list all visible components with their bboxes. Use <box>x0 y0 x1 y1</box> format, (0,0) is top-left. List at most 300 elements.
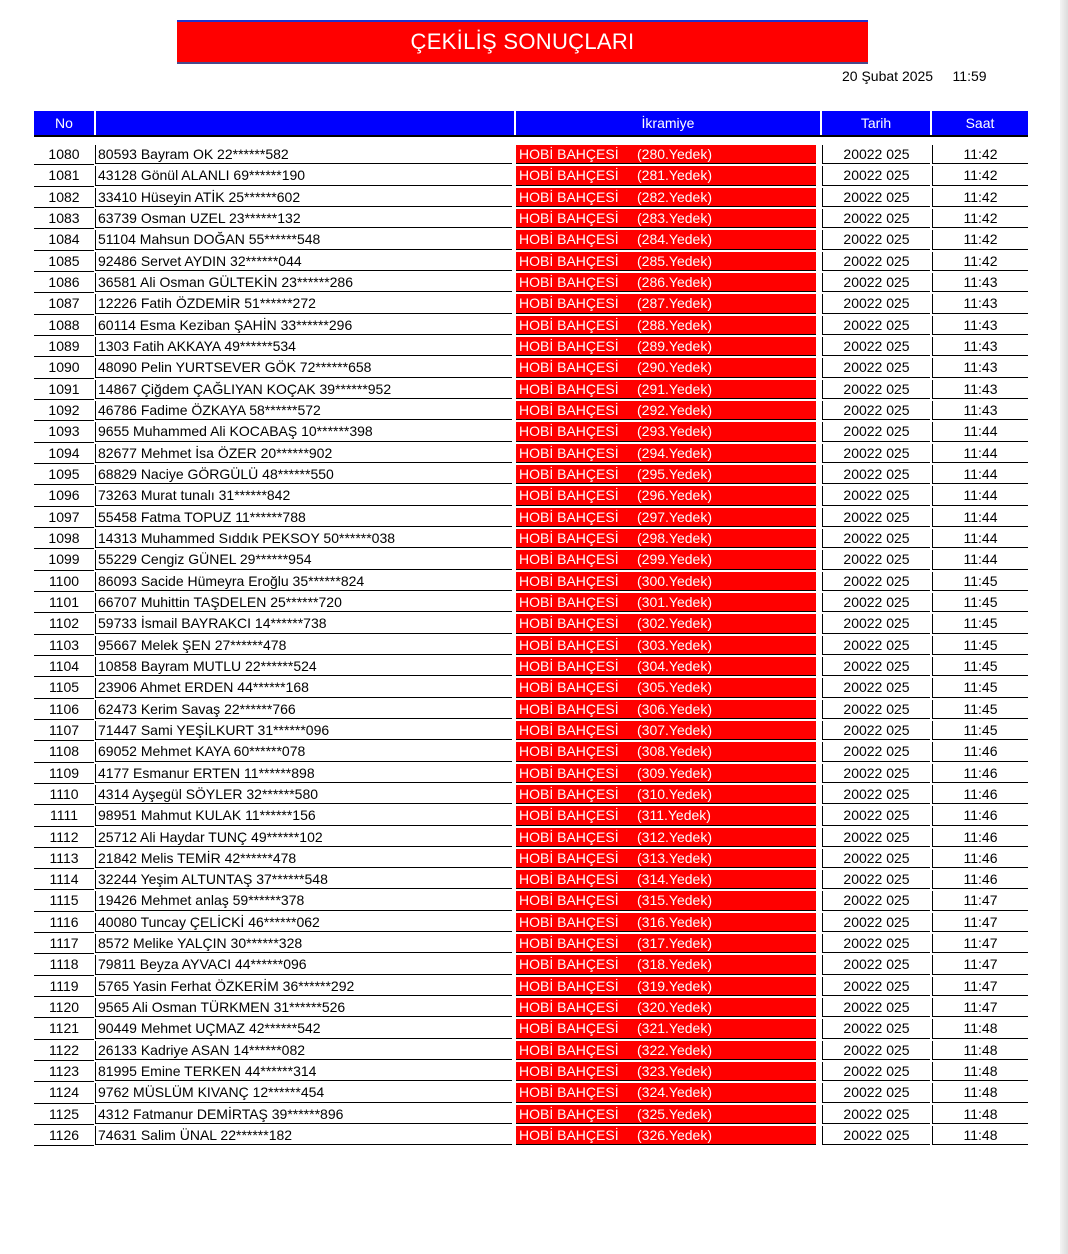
draw-date: 20022 025 <box>822 934 930 953</box>
prize-cell <box>516 934 816 953</box>
table-row <box>34 294 1028 315</box>
draw-time: 11:44 <box>932 422 1028 441</box>
row-number: 1084 <box>34 230 94 250</box>
row-number: 1086 <box>34 273 94 293</box>
reserve-rank: (313.Yedek) <box>637 849 712 866</box>
table-row <box>34 1062 1028 1083</box>
row-number: 1110 <box>34 785 94 805</box>
reserve-rank: (289.Yedek) <box>637 337 712 354</box>
row-number: 1100 <box>34 572 94 592</box>
draw-time: 11:46 <box>932 806 1028 825</box>
prize-name: HOBİ BAHÇESİ <box>519 146 619 162</box>
reserve-rank: (297.Yedek) <box>637 508 712 525</box>
prize-cell <box>516 550 816 569</box>
draw-date: 20022 025 <box>822 486 930 505</box>
row-number: 1093 <box>34 422 94 442</box>
row-number: 1106 <box>34 700 94 720</box>
participant-name: 33410 Hüseyin ATİK 25******602 <box>95 188 512 207</box>
reserve-rank: (291.Yedek) <box>637 380 712 397</box>
draw-time: 11:45 <box>932 572 1028 591</box>
reserve-rank: (288.Yedek) <box>637 316 712 333</box>
header-time: Saat <box>965 115 995 131</box>
draw-date: 20022 025 <box>822 806 930 825</box>
prize-name: HOBİ BAHÇESİ <box>519 700 619 717</box>
participant-name: 1303 Fatih AKKAYA 49******534 <box>95 337 512 356</box>
draw-time: 11:43 <box>932 316 1028 335</box>
header-no: No <box>55 115 73 131</box>
row-number: 1118 <box>34 955 94 975</box>
row-number: 1082 <box>34 188 94 208</box>
draw-date: 20022 025 <box>822 508 930 527</box>
reserve-rank: (296.Yedek) <box>637 487 712 504</box>
participant-name: 4314 Ayşegül SÖYLER 32******580 <box>95 785 512 804</box>
row-number: 1095 <box>34 465 94 485</box>
row-number: 1105 <box>34 678 94 698</box>
row-number: 1123 <box>34 1062 94 1082</box>
reserve-rank: (290.Yedek) <box>637 359 712 376</box>
row-number: 1103 <box>34 636 94 656</box>
table-row <box>34 273 1028 294</box>
row-number: 1108 <box>34 742 94 762</box>
draw-date: 20022 025 <box>822 294 930 313</box>
draw-time: 11:42 <box>932 166 1028 185</box>
row-number: 1098 <box>34 529 94 549</box>
table-row <box>34 401 1028 422</box>
participant-name: 68829 Naciye GÖRGÜLÜ 48******550 <box>95 465 512 484</box>
prize-cell <box>516 358 816 377</box>
prize-cell <box>516 380 816 399</box>
prize-cell <box>516 465 816 484</box>
row-number: 1089 <box>34 337 94 357</box>
results-table <box>34 145 1028 1147</box>
prize-name: HOBİ BAHÇESİ <box>519 849 619 866</box>
reserve-rank: (326.Yedek) <box>637 1127 712 1144</box>
table-row <box>34 337 1028 358</box>
row-number: 1111 <box>34 806 94 826</box>
prize-cell <box>516 955 816 974</box>
reserve-rank: (324.Yedek) <box>637 1084 712 1101</box>
prize-cell <box>516 422 816 441</box>
participant-name: 51104 Mahsun DOĞAN 55******548 <box>95 230 512 249</box>
row-number: 1096 <box>34 486 94 506</box>
row-number: 1097 <box>34 508 94 528</box>
draw-date: 20022 025 <box>822 1126 930 1145</box>
table-row <box>34 380 1028 401</box>
row-number: 1124 <box>34 1083 94 1103</box>
draw-time: 11:43 <box>932 358 1028 377</box>
prize-name: HOBİ BAHÇESİ <box>519 167 619 184</box>
table-row <box>34 977 1028 998</box>
participant-name: 60114 Esma Keziban ŞAHİN 33******296 <box>95 316 512 335</box>
row-number: 1113 <box>34 849 94 869</box>
participant-name: 8572 Melike YALÇIN 30******328 <box>95 934 512 953</box>
participant-name: 86093 Sacide Hümeyra Eroğlu 35******824 <box>95 572 512 591</box>
draw-time: 11:45 <box>932 678 1028 697</box>
table-row <box>34 657 1028 678</box>
draw-date: 20022 025 <box>822 166 930 185</box>
participant-name: 90449 Mehmet UÇMAZ 42******542 <box>95 1019 512 1038</box>
table-row <box>34 230 1028 251</box>
prize-name: HOBİ BAHÇESİ <box>519 657 619 674</box>
draw-date: 20022 025 <box>822 721 930 740</box>
participant-name: 62473 Kerim Savaş 22******766 <box>95 700 512 719</box>
prize-name: HOBİ BAHÇESİ <box>519 359 619 376</box>
prize-name: HOBİ BAHÇESİ <box>519 188 619 205</box>
prize-cell <box>516 657 816 676</box>
row-number: 1091 <box>34 380 94 400</box>
prize-cell <box>516 188 816 207</box>
prize-name: HOBİ BAHÇESİ <box>519 380 619 397</box>
prize-name: HOBİ BAHÇESİ <box>519 1020 619 1037</box>
participant-name: 14313 Muhammed Sıddık PEKSOY 50******038 <box>95 529 512 548</box>
draw-date: 20022 025 <box>822 273 930 292</box>
row-number: 1083 <box>34 209 94 229</box>
draw-date: 20022 025 <box>822 572 930 591</box>
row-number: 1114 <box>34 870 94 890</box>
draw-time: 11:48 <box>932 1105 1028 1124</box>
row-number: 1112 <box>34 828 94 848</box>
draw-date: 20022 025 <box>822 828 930 847</box>
participant-name: 14867 Çiğdem ÇAĞLIYAN KOÇAK 39******952 <box>95 380 512 399</box>
row-number: 1102 <box>34 614 94 634</box>
draw-date: 20022 025 <box>822 465 930 484</box>
row-number: 1101 <box>34 593 94 613</box>
draw-time: 11:43 <box>932 337 1028 356</box>
draw-time: 11:47 <box>932 913 1028 932</box>
draw-time: 11:43 <box>932 294 1028 313</box>
table-row <box>34 422 1028 443</box>
row-number: 1121 <box>34 1019 94 1039</box>
reserve-rank: (303.Yedek) <box>637 636 712 653</box>
reserve-rank: (295.Yedek) <box>637 465 712 482</box>
participant-name: 69052 Mehmet KAYA 60******078 <box>95 742 512 761</box>
draw-time: 11:44 <box>932 508 1028 527</box>
draw-date: 20022 025 <box>822 742 930 761</box>
prize-name: HOBİ BAHÇESİ <box>519 721 619 738</box>
prize-cell <box>516 273 816 292</box>
prize-name: HOBİ BAHÇESİ <box>519 423 619 440</box>
prize-name: HOBİ BAHÇESİ <box>519 444 619 461</box>
prize-cell <box>516 700 816 719</box>
reserve-rank: (323.Yedek) <box>637 1063 712 1080</box>
participant-name: 71447 Sami YEŞİLKURT 31******096 <box>95 721 512 740</box>
reserve-rank: (320.Yedek) <box>637 999 712 1016</box>
prize-cell <box>516 764 816 783</box>
prize-cell <box>516 870 816 889</box>
reserve-rank: (299.Yedek) <box>637 551 712 568</box>
table-row <box>34 572 1028 593</box>
draw-date: 20022 025 <box>822 998 930 1017</box>
prize-name: HOBİ BAHÇESİ <box>519 1084 619 1101</box>
table-row <box>34 785 1028 806</box>
draw-time: 11:48 <box>932 1083 1028 1102</box>
reserve-rank: (281.Yedek) <box>637 167 712 184</box>
draw-date: 20022 025 <box>822 913 930 932</box>
prize-name: HOBİ BAHÇESİ <box>519 935 619 952</box>
header-date: Tarih <box>860 115 892 131</box>
table-row <box>34 209 1028 230</box>
row-number: 1117 <box>34 934 94 954</box>
reserve-rank: (300.Yedek) <box>637 572 712 589</box>
prize-name: HOBİ BAHÇESİ <box>519 913 619 930</box>
participant-name: 4312 Fatmanur DEMİRTAŞ 39******896 <box>95 1105 512 1124</box>
reserve-rank: (317.Yedek) <box>637 935 712 952</box>
print-date: 20 Şubat 2025 11:59 <box>842 68 987 84</box>
reserve-rank: (310.Yedek) <box>637 785 712 802</box>
reserve-rank: (307.Yedek) <box>637 721 712 738</box>
participant-name: 19426 Mehmet anlaş 59******378 <box>95 891 512 910</box>
table-header <box>34 111 1028 137</box>
draw-date: 20022 025 <box>822 870 930 889</box>
table-row <box>34 444 1028 465</box>
draw-time: 11:48 <box>932 1019 1028 1038</box>
participant-name: 92486 Servet AYDIN 32******044 <box>95 252 512 271</box>
reserve-rank: (308.Yedek) <box>637 743 712 760</box>
reserve-rank: (284.Yedek) <box>637 231 712 248</box>
prize-cell <box>516 806 816 825</box>
participant-name: 95667 Melek ŞEN 27******478 <box>95 636 512 655</box>
draw-time: 11:47 <box>932 934 1028 953</box>
participant-name: 63739 Osman UZEL 23******132 <box>95 209 512 228</box>
row-number: 1115 <box>34 891 94 911</box>
draw-time: 11:45 <box>932 636 1028 655</box>
prize-name: HOBİ BAHÇESİ <box>519 465 619 482</box>
row-number: 1120 <box>34 998 94 1018</box>
reserve-rank: (301.Yedek) <box>637 593 712 610</box>
participant-name: 73263 Murat tunalı 31******842 <box>95 486 512 505</box>
prize-cell <box>516 294 816 313</box>
participant-name: 98951 Mahmut KULAK 11******156 <box>95 806 512 825</box>
draw-time: 11:44 <box>932 444 1028 463</box>
participant-name: 9655 Muhammed Ali KOCABAŞ 10******398 <box>95 422 512 441</box>
prize-cell <box>516 486 816 505</box>
prize-cell <box>516 1019 816 1038</box>
row-number: 1081 <box>34 166 94 186</box>
participant-name: 25712 Ali Haydar TUNÇ 49******102 <box>95 828 512 847</box>
prize-cell <box>516 636 816 655</box>
table-row <box>34 1126 1028 1147</box>
prize-cell <box>516 1041 816 1060</box>
draw-date: 20022 025 <box>822 444 930 463</box>
prize-name: HOBİ BAHÇESİ <box>519 785 619 802</box>
draw-time: 11:46 <box>932 849 1028 868</box>
draw-time: 11:42 <box>932 209 1028 228</box>
page-title: ÇEKİLİŞ SONUÇLARI <box>177 20 868 64</box>
participant-name: 59733 İsmail BAYRAKCI 14******738 <box>95 614 512 633</box>
draw-date: 20022 025 <box>822 955 930 974</box>
draw-time: 11:45 <box>932 700 1028 719</box>
prize-name: HOBİ BAHÇESİ <box>519 807 619 824</box>
participant-name: 4177 Esmanur ERTEN 11******898 <box>95 764 512 783</box>
reserve-rank: (322.Yedek) <box>637 1041 712 1058</box>
table-row <box>34 742 1028 763</box>
prize-cell <box>516 742 816 761</box>
table-row <box>34 913 1028 934</box>
reserve-rank: (298.Yedek) <box>637 529 712 546</box>
draw-time: 11:44 <box>932 486 1028 505</box>
header-prize: İkramiye <box>641 115 695 131</box>
draw-time: 11:46 <box>932 828 1028 847</box>
prize-name: HOBİ BAHÇESİ <box>519 508 619 525</box>
participant-name: 5765 Yasin Ferhat ÖZKERİM 36******292 <box>95 977 512 996</box>
participant-name: 21842 Melis TEMİR 42******478 <box>95 849 512 868</box>
prize-name: HOBİ BAHÇESİ <box>519 209 619 226</box>
reserve-rank: (306.Yedek) <box>637 700 712 717</box>
table-row <box>34 955 1028 976</box>
prize-cell <box>516 252 816 271</box>
table-row <box>34 806 1028 827</box>
prize-name: HOBİ BAHÇESİ <box>519 764 619 781</box>
prize-cell <box>516 508 816 527</box>
draw-time: 11:44 <box>932 529 1028 548</box>
participant-name: 12226 Fatih ÖZDEMİR 51******272 <box>95 294 512 313</box>
table-row <box>34 550 1028 571</box>
prize-cell <box>516 1105 816 1124</box>
table-row <box>34 891 1028 912</box>
reserve-rank: (305.Yedek) <box>637 679 712 696</box>
draw-time: 11:44 <box>932 465 1028 484</box>
draw-date: 20022 025 <box>822 764 930 783</box>
draw-time: 11:43 <box>932 401 1028 420</box>
table-row <box>34 934 1028 955</box>
row-number: 1087 <box>34 294 94 314</box>
participant-name: 10858 Bayram MUTLU 22******524 <box>95 657 512 676</box>
row-number: 1122 <box>34 1041 94 1061</box>
draw-time: 11:46 <box>932 764 1028 783</box>
draw-date: 20022 025 <box>822 891 930 910</box>
table-row <box>34 678 1028 699</box>
draw-date: 20022 025 <box>822 1105 930 1124</box>
reserve-rank: (304.Yedek) <box>637 657 712 674</box>
prize-name: HOBİ BAHÇESİ <box>519 231 619 248</box>
prize-cell <box>516 913 816 932</box>
row-number: 1092 <box>34 401 94 421</box>
draw-time: 11:42 <box>932 230 1028 249</box>
table-row <box>34 764 1028 785</box>
reserve-rank: (325.Yedek) <box>637 1105 712 1122</box>
draw-date: 20022 025 <box>822 337 930 356</box>
table-row <box>34 1019 1028 1040</box>
prize-cell <box>516 614 816 633</box>
reserve-rank: (287.Yedek) <box>637 295 712 312</box>
draw-time: 11:45 <box>932 657 1028 676</box>
reserve-rank: (312.Yedek) <box>637 828 712 845</box>
participant-name: 55458 Fatma TOPUZ 11******788 <box>95 508 512 527</box>
table-row <box>34 849 1028 870</box>
participant-name: 32244 Yeşim ALTUNTAŞ 37******548 <box>95 870 512 889</box>
participant-name: 43128 Gönül ALANLI 69******190 <box>95 166 512 185</box>
reserve-rank: (302.Yedek) <box>637 615 712 632</box>
reserve-rank: (282.Yedek) <box>637 188 712 205</box>
prize-cell <box>516 401 816 420</box>
prize-cell <box>516 572 816 591</box>
reserve-rank: (292.Yedek) <box>637 401 712 418</box>
prize-name: HOBİ BAHÇESİ <box>519 273 619 290</box>
prize-cell <box>516 1083 816 1102</box>
row-number: 1085 <box>34 252 94 272</box>
draw-date: 20022 025 <box>822 422 930 441</box>
draw-time: 11:43 <box>932 380 1028 399</box>
table-row <box>34 529 1028 550</box>
draw-date: 20022 025 <box>822 678 930 697</box>
draw-date: 20022 025 <box>822 209 930 228</box>
row-number: 1094 <box>34 444 94 464</box>
reserve-rank: (321.Yedek) <box>637 1020 712 1037</box>
table-row <box>34 188 1028 209</box>
prize-cell <box>516 316 816 335</box>
participant-name: 74631 Salim ÜNAL 22******182 <box>95 1126 512 1145</box>
prize-name: HOBİ BAHÇESİ <box>519 977 619 994</box>
draw-date: 20022 025 <box>822 849 930 868</box>
participant-name: 23906 Ahmet ERDEN 44******168 <box>95 678 512 697</box>
draw-date: 20022 025 <box>822 1062 930 1081</box>
participant-name: 26133 Kadriye ASAN 14******082 <box>95 1041 512 1060</box>
prize-cell <box>516 678 816 697</box>
table-row <box>34 465 1028 486</box>
reserve-rank: (311.Yedek) <box>637 807 711 824</box>
draw-date: 20022 025 <box>822 230 930 249</box>
draw-time: 11:48 <box>932 1062 1028 1081</box>
table-row <box>34 252 1028 273</box>
prize-cell <box>516 977 816 996</box>
draw-date: 20022 025 <box>822 1019 930 1038</box>
table-row <box>34 358 1028 379</box>
table-row <box>34 700 1028 721</box>
table-row <box>34 166 1028 187</box>
draw-time: 11:46 <box>932 785 1028 804</box>
draw-time: 11:42 <box>932 252 1028 271</box>
prize-cell <box>516 998 816 1017</box>
reserve-rank: (293.Yedek) <box>637 423 712 440</box>
prize-name: HOBİ BAHÇESİ <box>519 295 619 312</box>
participant-name: 40080 Tuncay ÇELİCKİ 46******062 <box>95 913 512 932</box>
prize-name: HOBİ BAHÇESİ <box>519 593 619 610</box>
row-number: 1125 <box>34 1105 94 1125</box>
prize-name: HOBİ BAHÇESİ <box>519 636 619 653</box>
draw-time: 11:46 <box>932 742 1028 761</box>
row-number: 1090 <box>34 358 94 378</box>
participant-name: 80593 Bayram OK 22******582 <box>95 145 512 164</box>
row-number: 1116 <box>34 913 94 933</box>
page-edge-shadow <box>1060 0 1068 1254</box>
draw-date: 20022 025 <box>822 636 930 655</box>
prize-cell <box>516 1062 816 1081</box>
reserve-rank: (319.Yedek) <box>637 977 712 994</box>
draw-time: 11:46 <box>932 870 1028 889</box>
prize-name: HOBİ BAHÇESİ <box>519 252 619 269</box>
prize-cell <box>516 849 816 868</box>
draw-time: 11:48 <box>932 1126 1028 1145</box>
participant-name: 81995 Emine TERKEN 44******314 <box>95 1062 512 1081</box>
prize-name: HOBİ BAHÇESİ <box>519 337 619 354</box>
table-row <box>34 721 1028 742</box>
draw-time: 11:47 <box>932 977 1028 996</box>
table-row <box>34 1041 1028 1062</box>
prize-name: HOBİ BAHÇESİ <box>519 892 619 909</box>
prize-name: HOBİ BAHÇESİ <box>519 999 619 1016</box>
prize-cell <box>516 209 816 228</box>
draw-date: 20022 025 <box>822 358 930 377</box>
draw-date: 20022 025 <box>822 593 930 612</box>
reserve-rank: (318.Yedek) <box>637 956 712 973</box>
participant-name: 82677 Mehmet İsa ÖZER 20******902 <box>95 444 512 463</box>
table-row <box>34 998 1028 1019</box>
prize-cell <box>516 230 816 249</box>
participant-name: 9565 Ali Osman TÜRKMEN 31******526 <box>95 998 512 1017</box>
draw-time: 11:47 <box>932 998 1028 1017</box>
draw-date: 20022 025 <box>822 550 930 569</box>
prize-name: HOBİ BAHÇESİ <box>519 871 619 888</box>
